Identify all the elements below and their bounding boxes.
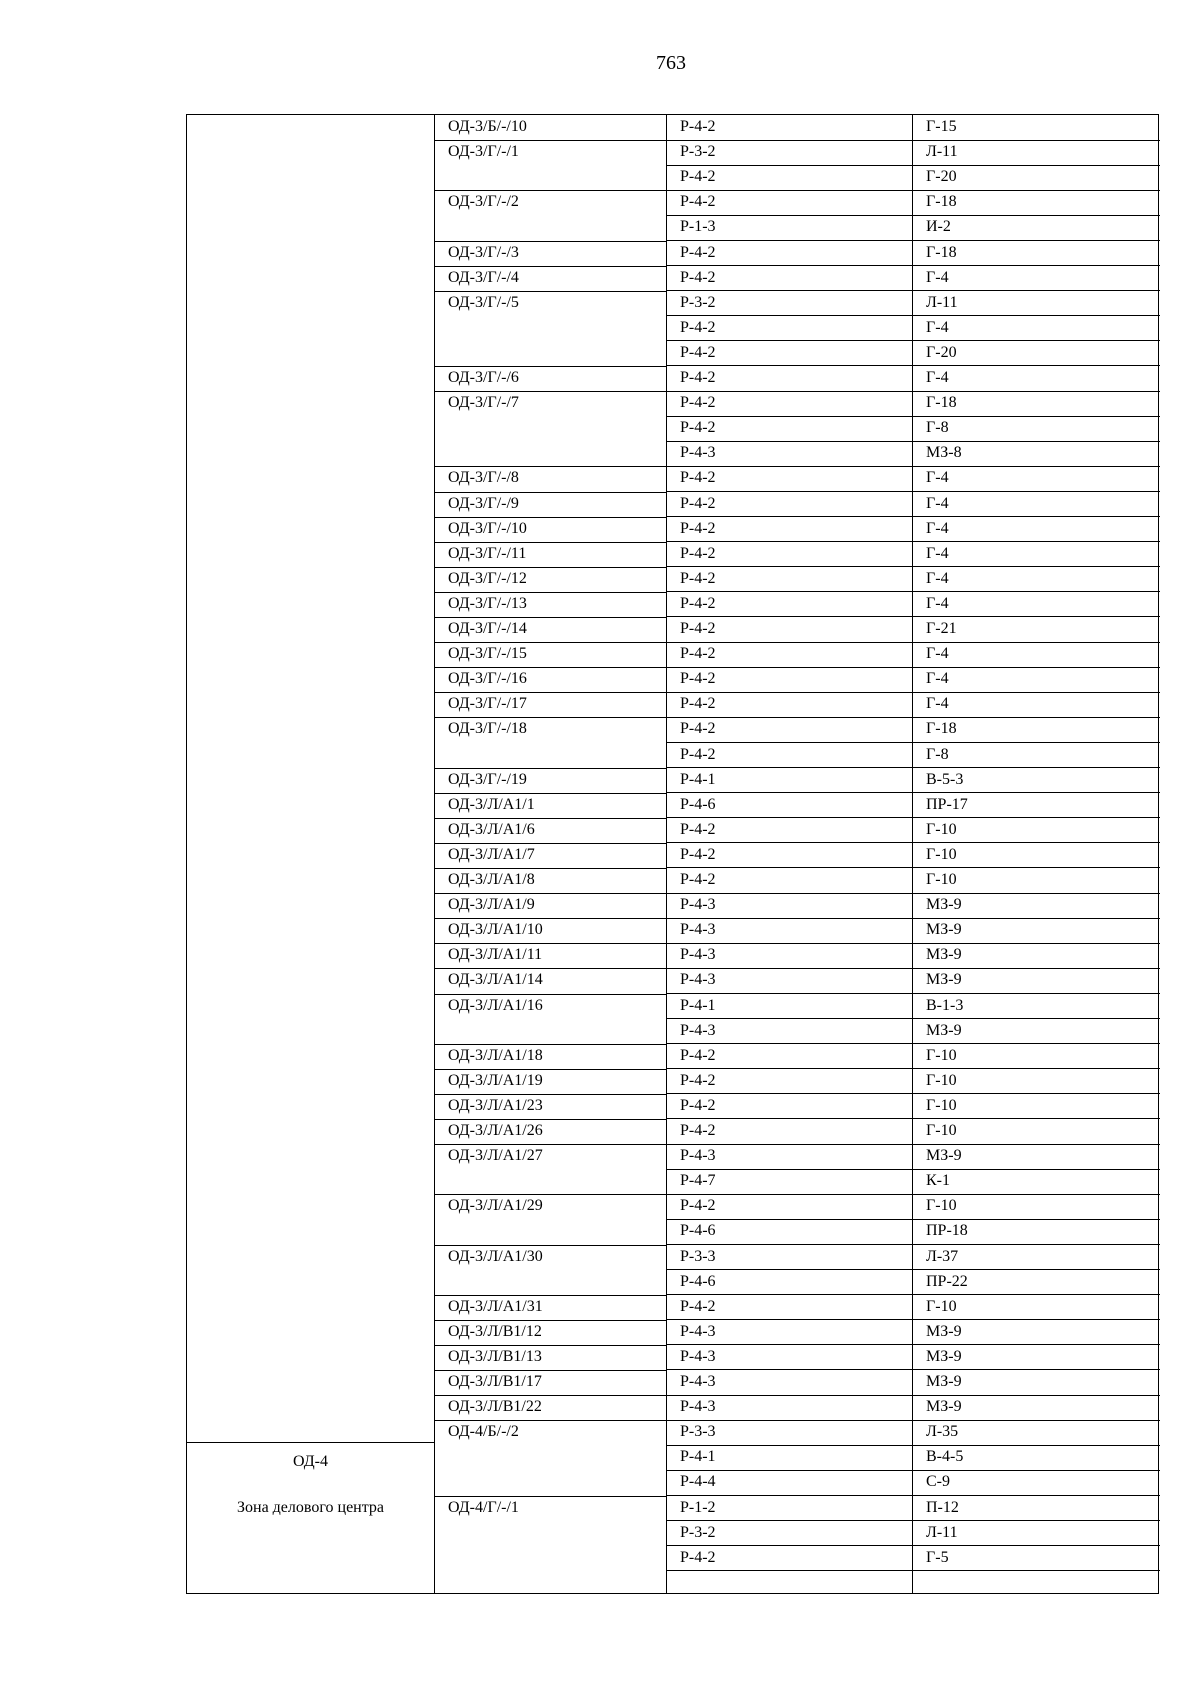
use-code-cell: Г-10 [912,818,1160,844]
table-row [434,517,1160,543]
regulation-code-cell: Р-3-2 [666,291,912,317]
table-row [434,667,1160,693]
table-row [434,215,1160,241]
subzone-code-cell [434,416,666,442]
regulation-code-cell: Р-4-2 [666,165,912,191]
subzone-code-cell [434,441,666,467]
subzone-code-cell: ОД-3/Л/А1/9 [448,896,535,914]
table-body [434,115,1160,1593]
table-row [434,1245,1160,1271]
row-separator [434,492,666,493]
use-code-cell: ПР-17 [912,793,1160,819]
subzone-code-cell [434,215,666,241]
row-separator [434,140,666,141]
subzone-code-cell: ОД-3/Б/-/10 [448,118,527,135]
subzone-code-cell: ОД-3/Г/-/9 [448,494,519,512]
subzone-code-cell: ОД-3/Г/-/7 [448,394,519,412]
regulation-code-cell: Р-3-3 [666,1245,912,1271]
row-separator [434,1320,666,1321]
table-row [434,190,1160,216]
regulation-code-cell: Р-4-3 [666,1345,912,1371]
subzone-code-cell [434,743,666,769]
regulation-code-cell: Р-4-2 [666,667,912,693]
regulation-code-cell: Р-4-2 [666,818,912,844]
zone-name: Зона делового центра [236,1499,385,1516]
use-code-cell: Л-35 [912,1420,1160,1446]
regulation-code-cell: Р-3-3 [666,1420,912,1446]
subzone-code-cell: ОД-3/Г/-/14 [448,620,527,637]
table-row [434,1546,1160,1572]
row-separator [434,466,666,467]
use-code-cell: Г-4 [912,517,1160,543]
subzone-code-cell: ОД-3/Л/А1/6 [448,820,535,838]
regulation-code-cell: Р-4-2 [666,692,912,718]
row-separator [434,1194,666,1195]
row-separator [434,241,666,242]
table-row [434,316,1160,342]
regulation-code-cell: Р-4-2 [666,466,912,492]
zoning-table [186,114,1159,1594]
regulation-code-cell: Р-4-2 [666,592,912,618]
row-separator [434,1370,666,1371]
use-code-cell: МЗ-9 [912,1395,1160,1421]
regulation-code-cell: Р-4-2 [666,316,912,342]
table-row [434,1320,1160,1346]
row-separator [434,366,666,367]
regulation-code-cell: Р-4-1 [666,768,912,794]
regulation-code-cell: Р-4-6 [666,1270,912,1296]
regulation-code-cell: Р-4-3 [666,441,912,467]
use-code-cell: Л-11 [912,140,1160,166]
subzone-code-cell: ОД-3/Л/А1/31 [448,1297,543,1315]
subzone-code-cell [434,1445,666,1471]
regulation-code-cell: Р-3-2 [666,140,912,166]
row-separator [434,667,666,668]
regulation-code-cell: Р-1-3 [666,215,912,241]
row-separator [434,768,666,769]
table-row [434,441,1160,467]
use-code-cell: Г-4 [912,316,1160,342]
row-separator [434,1496,666,1497]
use-code-cell: Г-18 [912,190,1160,216]
use-code-cell: МЗ-9 [912,1019,1160,1045]
use-code-cell: ПР-22 [912,1270,1160,1296]
table-row [434,1069,1160,1095]
subzone-code-cell: ОД-3/Г/-/5 [448,293,519,311]
use-code-cell: Г-4 [912,667,1160,693]
regulation-code-cell: Р-4-2 [666,617,912,643]
table-row [434,642,1160,668]
regulation-code-cell: Р-4-3 [666,1019,912,1045]
subzone-code-cell [434,1019,666,1045]
row-separator [434,391,666,392]
regulation-code-cell: Р-4-3 [666,1370,912,1396]
regulation-code-cell: Р-4-2 [666,492,912,518]
row-separator [434,642,666,643]
row-separator [434,1245,666,1246]
table-row [434,818,1160,844]
table-row [434,592,1160,618]
regulation-code-cell: Р-4-2 [666,567,912,593]
subzone-code-cell: ОД-3/Л/А1/1 [448,795,535,813]
table-row [434,1270,1160,1296]
use-code-cell: ПР-18 [912,1219,1160,1245]
regulation-code-cell: Р-4-2 [666,416,912,442]
use-code-cell: Г-4 [912,466,1160,492]
subzone-code-cell [434,165,666,191]
zone-separator [187,1442,434,1443]
subzone-code-cell: ОД-3/Л/А1/16 [448,996,543,1014]
regulation-code-cell: Р-4-2 [666,542,912,568]
use-code-cell: Г-4 [912,366,1160,392]
table-row [434,391,1160,417]
table-row [434,768,1160,794]
subzone-code-cell [434,1470,666,1496]
regulation-code-cell: Р-4-2 [666,1119,912,1145]
table-row [434,1370,1160,1396]
use-code-cell: МЗ-8 [912,441,1160,467]
regulation-code-cell: Р-1-2 [666,1496,912,1522]
row-separator [434,1119,666,1120]
subzone-code-cell [434,1546,666,1572]
subzone-code-cell: ОД-3/Л/А1/30 [448,1247,543,1265]
row-separator [434,592,666,593]
table-row [434,1194,1160,1220]
subzone-code-cell: ОД-3/Г/-/1 [448,143,519,161]
row-separator [434,994,666,995]
use-code-cell: Л-11 [912,291,1160,317]
subzone-code-cell: ОД-3/Г/-/16 [448,670,527,688]
table-row [434,266,1160,292]
use-code-cell: Г-10 [912,1194,1160,1220]
use-code-cell: Г-18 [912,391,1160,417]
subzone-code-cell: ОД-3/Л/А1/14 [448,971,543,989]
table-row [434,291,1160,317]
table-row [434,466,1160,492]
subzone-code-cell: ОД-3/Г/-/19 [448,770,527,788]
table-row [434,366,1160,392]
use-code-cell: Г-8 [912,416,1160,442]
regulation-code-cell: Р-4-2 [666,868,912,894]
subzone-code-cell: ОД-3/Л/А1/29 [448,1197,543,1215]
table-row [434,968,1160,994]
table-row [434,1094,1160,1120]
table-row [434,1044,1160,1070]
use-code-cell: Г-20 [912,165,1160,191]
subzone-code-cell: ОД-3/Л/А1/27 [448,1147,543,1165]
table-row [434,793,1160,819]
use-code-cell: В-5-3 [912,768,1160,794]
row-separator [434,918,666,919]
regulation-code-cell: Р-4-2 [666,391,912,417]
subzone-code-cell: ОД-3/Г/-/8 [448,469,519,487]
regulation-code-cell: Р-4-2 [666,266,912,292]
zone-code: ОД-4 [293,1453,328,1470]
regulation-code-cell: Р-4-3 [666,1144,912,1170]
row-separator [434,843,666,844]
subzone-code-cell: ОД-3/Л/А1/19 [448,1071,543,1089]
subzone-code-cell: ОД-3/Г/-/10 [448,519,527,537]
subzone-code-cell: ОД-3/Л/А1/18 [448,1046,543,1064]
use-code-cell: Л-11 [912,1521,1160,1547]
row-separator [434,567,666,568]
table-row [434,943,1160,969]
use-code-cell: Г-4 [912,266,1160,292]
subzone-code-cell: ОД-3/Г/-/17 [448,695,527,713]
subzone-code-cell: ОД-3/Л/А1/7 [448,845,535,863]
use-code-cell: Л-37 [912,1245,1160,1271]
table-row [434,1295,1160,1321]
regulation-code-cell: Р-4-2 [666,517,912,543]
subzone-code-cell: ОД-4/Г/-/1 [448,1498,519,1516]
row-separator [434,818,666,819]
table-row [434,692,1160,718]
table-row [434,1119,1160,1145]
table-row [434,1445,1160,1471]
row-separator [434,1345,666,1346]
regulation-code-cell: Р-4-2 [666,190,912,216]
use-code-cell: МЗ-9 [912,943,1160,969]
subzone-code-cell: ОД-3/Л/В1/22 [448,1398,542,1416]
table-row [434,918,1160,944]
page-number: 763 [656,52,686,74]
use-code-cell: С-9 [912,1470,1160,1496]
use-code-cell: МЗ-9 [912,968,1160,994]
row-separator [434,692,666,693]
table-row [434,1019,1160,1045]
use-code-cell: Г-18 [912,717,1160,743]
use-code-cell: Г-4 [912,542,1160,568]
table-row [434,843,1160,869]
regulation-code-cell: Р-4-2 [666,743,912,769]
use-code-cell: П-12 [912,1496,1160,1522]
subzone-code-cell: ОД-3/Л/А1/23 [448,1096,543,1114]
table-row [434,492,1160,518]
use-code-cell: МЗ-9 [912,1370,1160,1396]
use-code-cell: В-4-5 [912,1445,1160,1471]
row-separator [434,1144,666,1145]
table-row [434,1470,1160,1496]
regulation-code-cell: Р-4-2 [666,241,912,267]
use-code-cell: МЗ-9 [912,1345,1160,1371]
use-code-cell: Г-10 [912,1094,1160,1120]
table-row [434,743,1160,769]
use-code-cell: Г-10 [912,868,1160,894]
regulation-code-cell: Р-4-2 [666,341,912,367]
row-separator [434,893,666,894]
row-separator [434,793,666,794]
regulation-code-cell: Р-4-2 [666,1546,912,1572]
subzone-code-cell: ОД-3/Г/-/4 [448,268,519,286]
use-code-cell: МЗ-9 [912,1144,1160,1170]
use-code-cell: Г-15 [912,115,1160,141]
zone-column [187,115,434,1593]
table-row [434,868,1160,894]
subzone-code-cell: ОД-3/Г/-/18 [448,720,527,738]
use-code-cell: Г-21 [912,617,1160,643]
use-code-cell: Г-10 [912,1119,1160,1145]
regulation-code-cell: Р-4-3 [666,918,912,944]
use-code-cell: Г-10 [912,1069,1160,1095]
row-separator [434,717,666,718]
use-code-cell: К-1 [912,1169,1160,1195]
subzone-code-cell: ОД-3/Г/-/6 [448,369,519,386]
row-separator [434,868,666,869]
table-row [434,1219,1160,1245]
subzone-code-cell: ОД-3/Г/-/3 [448,243,519,261]
table-row [434,1496,1160,1522]
regulation-code-cell: Р-4-2 [666,1069,912,1095]
regulation-code-cell: Р-4-3 [666,1395,912,1421]
regulation-code-cell: Р-4-6 [666,1219,912,1245]
subzone-code-cell [434,1219,666,1245]
table-row [434,341,1160,367]
use-code-cell: МЗ-9 [912,918,1160,944]
regulation-code-cell: Р-4-2 [666,843,912,869]
row-separator [434,190,666,191]
subzone-code-cell: ОД-3/Г/-/12 [448,569,527,587]
table-row [434,1169,1160,1195]
row-separator [434,943,666,944]
row-separator [434,1295,666,1296]
use-code-cell: Г-18 [912,241,1160,267]
row-separator [434,1069,666,1070]
regulation-code-cell: Р-4-2 [666,1295,912,1321]
regulation-code-cell: Р-4-2 [666,1194,912,1220]
use-code-cell: Г-10 [912,843,1160,869]
regulation-code-cell: Р-4-2 [666,366,912,392]
table-row [434,1420,1160,1446]
subzone-code-cell: ОД-3/Л/А1/11 [448,946,543,964]
subzone-code-cell [434,1169,666,1195]
regulation-code-cell: Р-4-2 [666,642,912,668]
table-row [434,165,1160,191]
table-row [434,617,1160,643]
regulation-code-cell: Р-4-1 [666,1445,912,1471]
use-code-cell: Г-10 [912,1295,1160,1321]
use-code-cell: Г-4 [912,592,1160,618]
table-row [434,1395,1160,1421]
regulation-code-cell: Р-4-7 [666,1169,912,1195]
subzone-code-cell: ОД-3/Л/А1/8 [448,871,535,888]
table-row [434,140,1160,166]
regulation-code-cell: Р-4-1 [666,994,912,1020]
row-separator [434,291,666,292]
use-code-cell: МЗ-9 [912,1320,1160,1346]
regulation-code-cell: Р-4-3 [666,1320,912,1346]
subzone-code-cell: ОД-4/Б/-/2 [448,1423,519,1441]
table-row [434,416,1160,442]
row-separator [434,1395,666,1396]
table-row [434,115,1160,141]
regulation-code-cell: Р-4-3 [666,893,912,919]
regulation-code-cell: Р-4-2 [666,1094,912,1120]
use-code-cell: Г-10 [912,1044,1160,1070]
regulation-code-cell: Р-4-2 [666,1044,912,1070]
row-separator [434,1094,666,1095]
row-separator [434,1044,666,1045]
table-row [434,542,1160,568]
use-code-cell: Г-8 [912,743,1160,769]
use-code-cell: МЗ-9 [912,893,1160,919]
row-separator [434,542,666,543]
use-code-cell: Г-4 [912,692,1160,718]
subzone-code-cell: ОД-3/Г/-/15 [448,645,527,663]
subzone-code-cell [434,341,666,367]
subzone-code-cell: ОД-3/Г/-/11 [448,544,527,562]
subzone-code-cell: ОД-3/Г/-/2 [448,193,519,211]
row-separator [434,1420,666,1421]
regulation-code-cell: Р-4-3 [666,943,912,969]
use-code-cell: Г-4 [912,642,1160,668]
use-code-cell: Г-20 [912,341,1160,367]
table-row [434,717,1160,743]
row-separator [434,517,666,518]
subzone-code-cell [434,1521,666,1547]
regulation-code-cell: Р-3-2 [666,1521,912,1547]
regulation-code-cell: Р-4-2 [666,717,912,743]
use-code-cell: И-2 [912,215,1160,241]
table-row [434,893,1160,919]
table-row [434,1144,1160,1170]
subzone-code-cell: ОД-3/Л/В1/12 [448,1322,542,1340]
row-separator [434,617,666,618]
table-row [434,994,1160,1020]
use-code-cell: В-1-3 [912,994,1160,1020]
subzone-code-cell [434,316,666,342]
row-separator [434,968,666,969]
regulation-code-cell: Р-4-4 [666,1470,912,1496]
row-separator [434,266,666,267]
use-code-cell: Г-5 [912,1546,1160,1572]
subzone-code-cell: ОД-3/Л/В1/13 [448,1347,542,1365]
subzone-code-cell: ОД-3/Г/-/13 [448,594,527,612]
table-row [434,567,1160,593]
table-row [434,1345,1160,1371]
use-code-cell: Г-4 [912,492,1160,518]
table-row [434,241,1160,267]
use-code-cell: Г-4 [912,567,1160,593]
regulation-code-cell: Р-4-2 [666,115,912,141]
subzone-code-cell: ОД-3/Л/А1/26 [448,1122,543,1139]
subzone-code-cell: ОД-3/Л/А1/10 [448,921,543,939]
regulation-code-cell: Р-4-6 [666,793,912,819]
table-row [434,1521,1160,1547]
subzone-code-cell [434,1270,666,1296]
subzone-code-cell: ОД-3/Л/В1/17 [448,1373,542,1390]
regulation-code-cell: Р-4-3 [666,968,912,994]
